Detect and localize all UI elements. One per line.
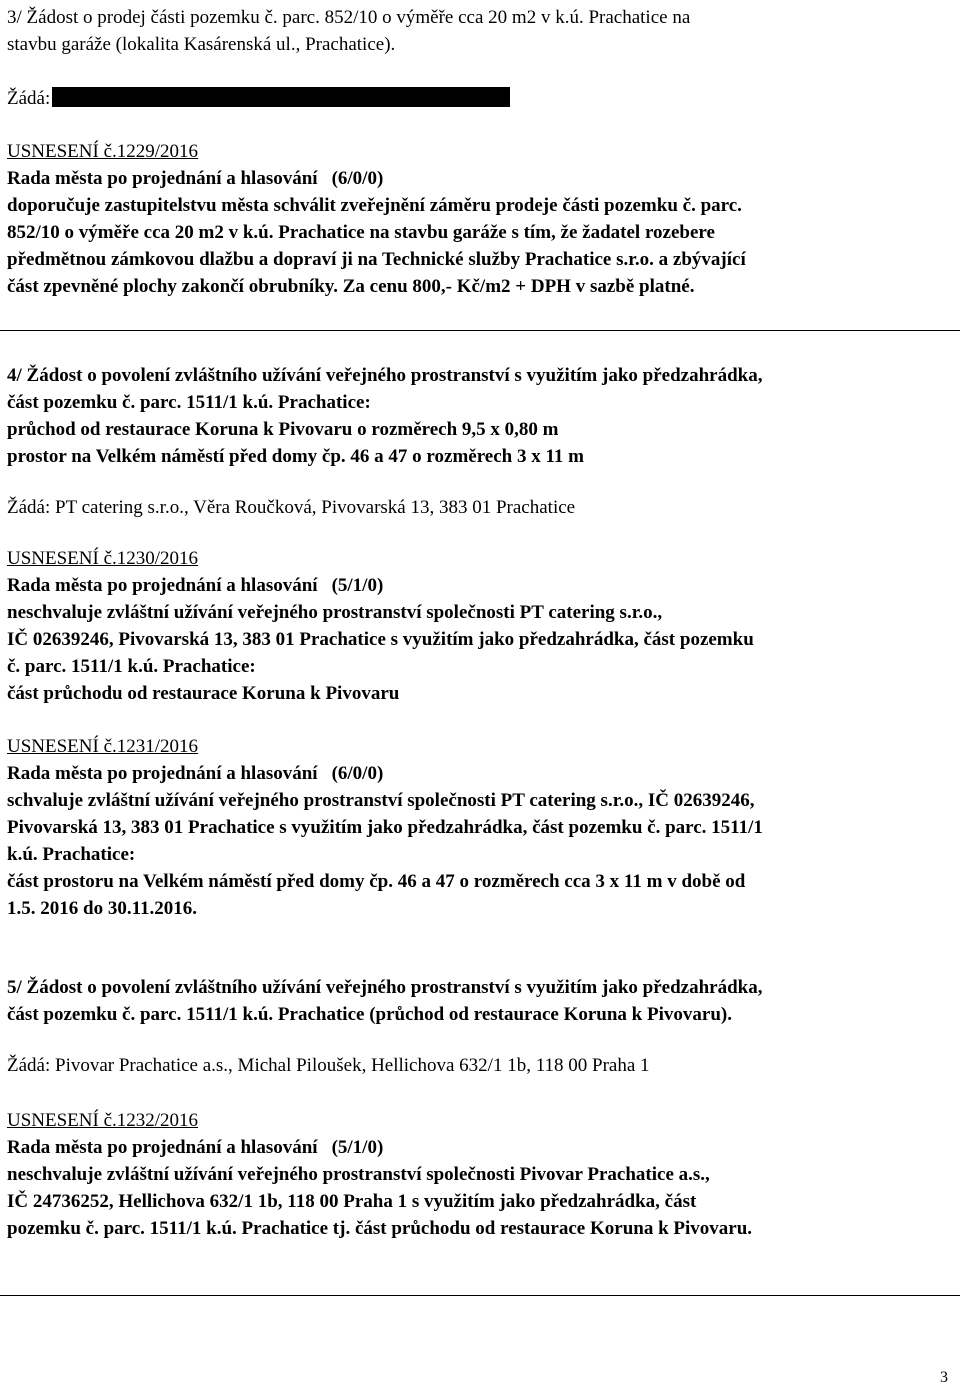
item4b-vote: (6/0/0) bbox=[331, 763, 384, 784]
item5-resolution-council bbox=[7, 1134, 955, 1161]
item4b-res-line5: 1.5. 2016 do 30.11.2016. bbox=[7, 898, 198, 919]
section-divider-2 bbox=[0, 1295, 960, 1296]
item5-title-line2: část pozemku č. parc. 1511/1 k.ú. Prachatice (průchod od restaurace Koruna k Pivovaru). bbox=[7, 1004, 732, 1025]
item5-vote: (5/1/0) bbox=[331, 1137, 384, 1158]
page-number: 3 bbox=[940, 1369, 948, 1386]
item4a-res-line1: neschvaluje zvláštní užívání veřejného prostranství společnosti PT catering s.r.o., bbox=[7, 602, 663, 623]
item4a-vote: (5/1/0) bbox=[331, 575, 384, 596]
item4-title-line3: průchod od restaurace Koruna k Pivovaru o rozměrech 9,5 x 0,80 m bbox=[7, 419, 559, 440]
item4b-resolution-council bbox=[7, 760, 955, 787]
item4a-res-line2: IČ 02639246, Pivovarská 13, 383 01 Prachatice s využitím jako předzahrádka, část pozemku bbox=[7, 629, 754, 650]
item3-vote: (6/0/0) bbox=[331, 168, 384, 189]
item4-title-line4: prostor na Velkém náměstí před domy čp. 46 a 47 o rozměrech 3 x 11 m bbox=[7, 446, 585, 467]
item4-title-line1: 4/ Žádost o povolení zvláštního užívání veřejného prostranství s využitím jako předzahrádka, bbox=[7, 365, 763, 386]
item3-council-text: Rada města po projednání a hlasování bbox=[7, 168, 318, 189]
item3-applicant bbox=[7, 85, 955, 112]
item4-applicant: Žádá: PT catering s.r.o., Věra Roučková, Pivovarská 13, 383 01 Prachatice bbox=[7, 497, 576, 518]
item3-title-line2: stavbu garáže (lokalita Kasárenská ul., Prachatice). bbox=[7, 34, 396, 55]
item4a-council-text: Rada města po projednání a hlasování bbox=[7, 575, 318, 596]
item3-resolution-council bbox=[7, 165, 955, 192]
item4b-res-line3: k.ú. Prachatice: bbox=[7, 844, 136, 865]
item5-council-text: Rada města po projednání a hlasování bbox=[7, 1137, 318, 1158]
item4b-council-text: Rada města po projednání a hlasování bbox=[7, 763, 318, 784]
item4a-resolution-number: USNESENÍ č.1230/2016 bbox=[7, 548, 199, 569]
redacted-block bbox=[52, 87, 510, 107]
item3-resolution-number: USNESENÍ č.1229/2016 bbox=[7, 141, 199, 162]
item5-res-line2: IČ 24736252, Hellichova 632/1 1b, 118 00 Praha 1 s využitím jako předzahrádka, část bbox=[7, 1191, 697, 1212]
item4a-res-line4: část průchodu od restaurace Koruna k Pivovaru bbox=[7, 683, 400, 704]
item3-title-line1: 3/ Žádost o prodej části pozemku č. parc. 852/10 o výměře cca 20 m2 v k.ú. Prachatice na bbox=[7, 7, 691, 28]
item4-title-line2: část pozemku č. parc. 1511/1 k.ú. Prachatice: bbox=[7, 392, 371, 413]
item5-applicant: Žádá: Pivovar Prachatice a.s., Michal Piloušek, Hellichova 632/1 1b, 118 00 Praha 1 bbox=[7, 1055, 650, 1076]
item5-res-line1: neschvaluje zvláštní užívání veřejného prostranství společnosti Pivovar Prachatice a.s., bbox=[7, 1164, 710, 1185]
item3-res-line3: předmětnou zámkovou dlažbu a dopraví ji na Technické služby Prachatice s.r.o. a zbývající bbox=[7, 249, 746, 270]
item4b-res-line4: část prostoru na Velkém náměstí před domy čp. 46 a 47 o rozměrech cca 3 x 11 m v době od bbox=[7, 871, 746, 892]
item3-res-line2: 852/10 o výměře cca 20 m2 v k.ú. Prachatice na stavbu garáže s tím, že žadatel rozebere bbox=[7, 222, 715, 243]
item4b-resolution-number: USNESENÍ č.1231/2016 bbox=[7, 736, 199, 757]
document-page bbox=[7, 4, 955, 1242]
item3-res-line1: doporučuje zastupitelstvu města schválit zveřejnění záměru prodeje části pozemku č. parc. bbox=[7, 195, 742, 216]
item4a-resolution-council bbox=[7, 572, 955, 599]
item4a-res-line3: č. parc. 1511/1 k.ú. Prachatice: bbox=[7, 656, 256, 677]
item4b-res-line2: Pivovarská 13, 383 01 Prachatice s využitím jako předzahrádka, část pozemku č. parc. 1511/1 bbox=[7, 817, 763, 838]
item5-title-line1: 5/ Žádost o povolení zvláštního užívání veřejného prostranství s využitím jako předzahrádka, bbox=[7, 977, 763, 998]
item3-applicant-label: Žádá: bbox=[7, 88, 51, 109]
item4b-res-line1: schvaluje zvláštní užívání veřejného prostranství společnosti PT catering s.r.o., IČ 02639246, bbox=[7, 790, 755, 811]
item3-res-line4: část zpevněné plochy zakončí obrubníky. Za cenu 800,- Kč/m2 + DPH v sazbě platné. bbox=[7, 276, 695, 297]
section-divider-1 bbox=[0, 330, 960, 331]
item5-resolution-number: USNESENÍ č.1232/2016 bbox=[7, 1110, 199, 1131]
item5-res-line3: pozemku č. parc. 1511/1 k.ú. Prachatice tj. část průchodu od restaurace Koruna k Pivovaru. bbox=[7, 1218, 753, 1239]
